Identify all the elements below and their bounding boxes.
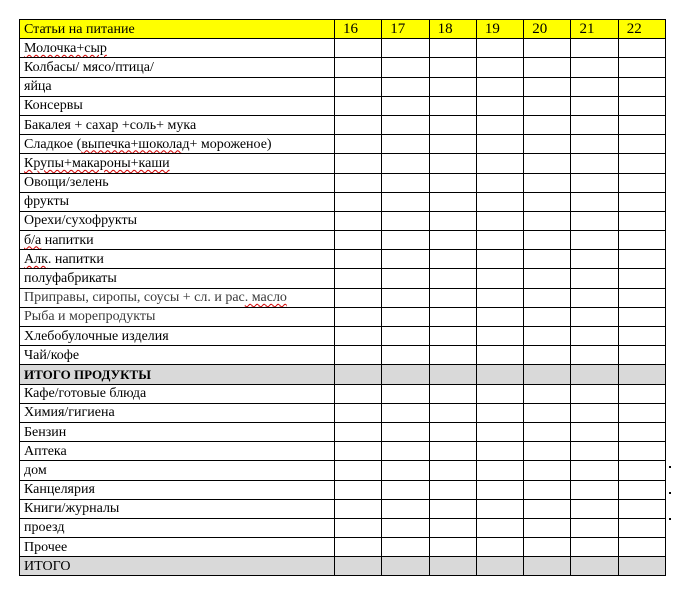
day-cell[interactable] — [429, 154, 476, 173]
row-label-text: . напитки — [47, 251, 104, 267]
table-row — [20, 250, 666, 269]
table-row — [20, 499, 666, 518]
day-cell[interactable] — [429, 211, 476, 230]
row-label[interactable] — [20, 557, 335, 576]
day-cell[interactable] — [335, 442, 382, 461]
row-label-text: напитки — [41, 232, 94, 248]
day-cell[interactable] — [335, 499, 382, 518]
day-cell[interactable] — [382, 39, 429, 58]
day-cell[interactable] — [335, 346, 382, 365]
day-cell[interactable] — [476, 211, 523, 230]
day-cell[interactable] — [476, 39, 523, 58]
table-row — [20, 365, 666, 384]
day-cell[interactable] — [618, 518, 665, 537]
day-cell[interactable] — [335, 327, 382, 346]
table-row — [20, 154, 666, 173]
day-cell[interactable] — [476, 538, 523, 557]
row-label[interactable] — [20, 403, 335, 422]
table-row — [20, 442, 666, 461]
row-label-text: Крупы+макароны+каши — [24, 155, 170, 171]
day-cell[interactable] — [476, 250, 523, 269]
day-cell[interactable] — [335, 518, 382, 537]
day-cell[interactable] — [524, 192, 571, 211]
day-cell[interactable] — [618, 403, 665, 422]
day-cell[interactable] — [335, 403, 382, 422]
day-cell[interactable] — [382, 538, 429, 557]
day-cell[interactable] — [618, 480, 665, 499]
day-cell[interactable] — [335, 58, 382, 77]
margin-mark — [669, 492, 671, 494]
day-cell[interactable] — [335, 231, 382, 250]
day-cell[interactable] — [524, 77, 571, 96]
day-cell[interactable] — [618, 173, 665, 192]
day-cell[interactable] — [429, 58, 476, 77]
margin-mark — [669, 518, 671, 520]
day-cell[interactable] — [476, 231, 523, 250]
day-cell[interactable] — [382, 211, 429, 230]
day-cell[interactable] — [382, 250, 429, 269]
table-row — [20, 192, 666, 211]
row-label[interactable] — [20, 384, 335, 403]
row-label-text: Химия/гигиена — [24, 405, 115, 421]
day-cell[interactable] — [335, 96, 382, 115]
day-cell[interactable] — [335, 192, 382, 211]
row-label[interactable] — [20, 250, 335, 269]
row-label[interactable] — [20, 480, 335, 499]
day-cell[interactable] — [382, 173, 429, 192]
table-row — [20, 135, 666, 154]
day-cell[interactable] — [618, 211, 665, 230]
day-cell[interactable] — [571, 557, 618, 576]
day-cell[interactable] — [476, 269, 523, 288]
day-cell[interactable] — [476, 422, 523, 441]
day-cell[interactable] — [429, 384, 476, 403]
day-cell[interactable] — [524, 499, 571, 518]
day-cell[interactable] — [429, 461, 476, 480]
day-cell[interactable] — [382, 346, 429, 365]
day-cell[interactable] — [618, 96, 665, 115]
day-cell[interactable] — [476, 288, 523, 307]
day-cell[interactable] — [524, 173, 571, 192]
day-cell[interactable] — [382, 403, 429, 422]
day-header[interactable]: 19 — [476, 20, 523, 39]
table-row — [20, 77, 666, 96]
row-label-text: Прочее — [24, 539, 68, 555]
day-cell[interactable] — [524, 231, 571, 250]
row-label[interactable] — [20, 58, 335, 77]
row-label-text: полуфабрикаты — [24, 271, 117, 287]
day-cell[interactable] — [571, 480, 618, 499]
day-cell[interactable] — [618, 288, 665, 307]
row-label-text: Чай/кофе — [24, 347, 80, 363]
day-cell[interactable] — [571, 346, 618, 365]
day-cell[interactable] — [618, 58, 665, 77]
day-cell[interactable] — [476, 442, 523, 461]
day-cell[interactable] — [382, 192, 429, 211]
day-cell[interactable] — [335, 557, 382, 576]
day-header[interactable]: 21 — [571, 20, 618, 39]
header-label[interactable]: Статьи на питание — [20, 20, 335, 39]
day-cell[interactable] — [524, 518, 571, 537]
day-cell[interactable] — [429, 327, 476, 346]
day-cell[interactable] — [618, 77, 665, 96]
day-cell[interactable] — [618, 231, 665, 250]
row-label-text: Колбасы/ мясо/птица/ — [24, 59, 154, 75]
day-cell[interactable] — [618, 384, 665, 403]
day-cell[interactable] — [476, 96, 523, 115]
day-cell[interactable] — [335, 384, 382, 403]
row-label-text: яйца — [24, 79, 52, 95]
day-cell[interactable] — [476, 461, 523, 480]
table-row — [20, 422, 666, 441]
day-cell[interactable] — [524, 135, 571, 154]
table-row — [20, 538, 666, 557]
row-label[interactable] — [20, 346, 335, 365]
day-cell[interactable] — [524, 39, 571, 58]
row-label[interactable] — [20, 96, 335, 115]
table-row — [20, 461, 666, 480]
day-cell[interactable] — [618, 154, 665, 173]
row-label-text: Канцелярия — [24, 482, 95, 498]
day-cell[interactable] — [618, 538, 665, 557]
day-cell[interactable] — [429, 96, 476, 115]
day-cell[interactable] — [476, 173, 523, 192]
day-cell[interactable] — [335, 288, 382, 307]
day-cell[interactable] — [335, 307, 382, 326]
row-label[interactable] — [20, 538, 335, 557]
day-cell[interactable] — [476, 77, 523, 96]
day-header[interactable]: 16 — [335, 20, 382, 39]
day-cell[interactable] — [524, 269, 571, 288]
row-label-text: ИТОГО — [24, 558, 71, 574]
day-cell[interactable] — [382, 135, 429, 154]
day-cell[interactable] — [382, 480, 429, 499]
row-label-text: Книги/журналы — [24, 501, 120, 517]
day-cell[interactable] — [524, 327, 571, 346]
day-cell[interactable] — [382, 461, 429, 480]
day-cell[interactable] — [476, 327, 523, 346]
day-cell[interactable] — [524, 154, 571, 173]
day-cell[interactable] — [429, 231, 476, 250]
day-cell[interactable] — [571, 231, 618, 250]
day-cell[interactable] — [429, 403, 476, 422]
day-cell[interactable] — [382, 422, 429, 441]
row-label-text: фрукты — [24, 194, 70, 210]
row-label[interactable] — [20, 77, 335, 96]
row-label-text: + мороженое) — [189, 136, 272, 152]
row-label[interactable] — [20, 442, 335, 461]
row-label-text: Аптека — [24, 443, 67, 459]
table-body — [20, 39, 666, 576]
day-cell[interactable] — [382, 288, 429, 307]
day-cell[interactable] — [335, 250, 382, 269]
day-cell[interactable] — [429, 173, 476, 192]
day-cell[interactable] — [618, 346, 665, 365]
day-cell[interactable] — [382, 307, 429, 326]
day-cell[interactable] — [429, 499, 476, 518]
day-cell[interactable] — [571, 211, 618, 230]
table-row — [20, 96, 666, 115]
row-label[interactable] — [20, 192, 335, 211]
day-cell[interactable] — [476, 365, 523, 384]
day-cell[interactable] — [571, 538, 618, 557]
day-cell[interactable] — [571, 96, 618, 115]
day-cell[interactable] — [571, 518, 618, 537]
row-label[interactable] — [20, 173, 335, 192]
row-label[interactable] — [20, 307, 335, 326]
day-cell[interactable] — [571, 77, 618, 96]
row-label-text: б/а — [24, 232, 42, 248]
table-row — [20, 173, 666, 192]
day-cell[interactable] — [571, 269, 618, 288]
day-cell[interactable] — [571, 115, 618, 134]
day-cell[interactable] — [476, 557, 523, 576]
row-label[interactable] — [20, 135, 335, 154]
day-cell[interactable] — [429, 288, 476, 307]
row-label[interactable] — [20, 288, 335, 307]
table-row — [20, 231, 666, 250]
day-cell[interactable] — [571, 192, 618, 211]
day-cell[interactable] — [429, 115, 476, 134]
day-cell[interactable] — [382, 154, 429, 173]
day-cell[interactable] — [382, 96, 429, 115]
day-cell[interactable] — [382, 115, 429, 134]
day-cell[interactable] — [382, 384, 429, 403]
day-cell[interactable] — [476, 518, 523, 537]
row-label-text: дом — [24, 462, 47, 478]
budget-table — [19, 19, 666, 576]
day-cell[interactable] — [571, 307, 618, 326]
row-label[interactable] — [20, 269, 335, 288]
day-cell[interactable] — [382, 518, 429, 537]
day-cell[interactable] — [571, 288, 618, 307]
row-label-text: Хлебобулочные изделия — [24, 328, 169, 344]
day-cell[interactable] — [476, 480, 523, 499]
row-label-text: Овощи/зелень — [24, 175, 109, 191]
row-label[interactable] — [20, 461, 335, 480]
day-cell[interactable] — [429, 442, 476, 461]
table-row — [20, 403, 666, 422]
day-cell[interactable] — [335, 480, 382, 499]
margin-mark — [669, 466, 671, 468]
table-row — [20, 115, 666, 134]
day-cell[interactable] — [618, 269, 665, 288]
day-cell[interactable] — [571, 173, 618, 192]
day-cell[interactable] — [382, 269, 429, 288]
day-cell[interactable] — [429, 39, 476, 58]
row-label[interactable] — [20, 422, 335, 441]
day-cell[interactable] — [524, 58, 571, 77]
day-cell[interactable] — [335, 269, 382, 288]
day-cell[interactable] — [524, 346, 571, 365]
day-cell[interactable] — [571, 422, 618, 441]
row-label[interactable] — [20, 518, 335, 537]
day-cell[interactable] — [618, 39, 665, 58]
day-cell[interactable] — [618, 115, 665, 134]
day-cell[interactable] — [335, 211, 382, 230]
day-cell[interactable] — [429, 269, 476, 288]
day-cell[interactable] — [571, 58, 618, 77]
row-label[interactable] — [20, 327, 335, 346]
day-cell[interactable] — [382, 231, 429, 250]
day-cell[interactable] — [335, 154, 382, 173]
day-cell[interactable] — [618, 192, 665, 211]
day-cell[interactable] — [382, 499, 429, 518]
day-cell[interactable] — [571, 499, 618, 518]
table-row — [20, 384, 666, 403]
day-cell[interactable] — [571, 442, 618, 461]
row-label-text: Консервы — [24, 98, 83, 114]
day-cell[interactable] — [429, 422, 476, 441]
day-cell[interactable] — [429, 518, 476, 537]
day-cell[interactable] — [476, 154, 523, 173]
day-cell[interactable] — [429, 192, 476, 211]
day-cell[interactable] — [335, 77, 382, 96]
day-cell[interactable] — [335, 461, 382, 480]
day-cell[interactable] — [429, 365, 476, 384]
day-cell[interactable] — [476, 192, 523, 211]
row-label-text: выпечка+шоколад — [81, 136, 190, 152]
row-label[interactable] — [20, 211, 335, 230]
row-label-text: Алк — [24, 251, 48, 267]
day-cell[interactable] — [476, 403, 523, 422]
day-cell[interactable] — [335, 135, 382, 154]
day-cell[interactable] — [476, 384, 523, 403]
day-cell[interactable] — [429, 480, 476, 499]
day-header[interactable]: 17 — [382, 20, 429, 39]
row-label-text: Приправы, сиропы, соусы + сл. и рас — [24, 290, 245, 306]
day-cell[interactable] — [429, 307, 476, 326]
table-row — [20, 269, 666, 288]
day-cell[interactable] — [571, 403, 618, 422]
row-label[interactable] — [20, 39, 335, 58]
day-cell[interactable] — [382, 557, 429, 576]
day-cell[interactable] — [476, 58, 523, 77]
row-label-text: Бакалея + сахар +соль+ мука — [24, 117, 197, 133]
table-row — [20, 288, 666, 307]
header-row — [20, 20, 666, 39]
day-cell[interactable] — [429, 346, 476, 365]
day-cell[interactable] — [429, 538, 476, 557]
row-label[interactable] — [20, 231, 335, 250]
day-cell[interactable] — [476, 346, 523, 365]
day-header[interactable]: 20 — [524, 20, 571, 39]
day-cell[interactable] — [618, 422, 665, 441]
table-row — [20, 327, 666, 346]
day-cell[interactable] — [618, 307, 665, 326]
day-cell[interactable] — [476, 115, 523, 134]
row-label[interactable] — [20, 365, 335, 384]
day-cell[interactable] — [429, 77, 476, 96]
day-cell[interactable] — [524, 384, 571, 403]
day-cell[interactable] — [618, 365, 665, 384]
day-cell[interactable] — [618, 327, 665, 346]
day-cell[interactable] — [524, 557, 571, 576]
day-cell[interactable] — [524, 422, 571, 441]
day-cell[interactable] — [524, 442, 571, 461]
day-cell[interactable] — [618, 461, 665, 480]
day-cell[interactable] — [571, 461, 618, 480]
day-cell[interactable] — [429, 557, 476, 576]
row-label-text: Бензин — [24, 424, 67, 440]
table-row — [20, 346, 666, 365]
day-cell[interactable] — [335, 538, 382, 557]
table-row — [20, 58, 666, 77]
day-cell[interactable] — [335, 115, 382, 134]
row-label-text: проезд — [24, 520, 65, 536]
day-cell[interactable] — [524, 365, 571, 384]
day-cell[interactable] — [524, 288, 571, 307]
day-cell[interactable] — [571, 250, 618, 269]
day-cell[interactable] — [382, 442, 429, 461]
day-cell[interactable] — [524, 403, 571, 422]
day-cell[interactable] — [524, 461, 571, 480]
day-cell[interactable] — [571, 154, 618, 173]
day-cell[interactable] — [335, 39, 382, 58]
day-cell[interactable] — [429, 135, 476, 154]
day-cell[interactable] — [382, 77, 429, 96]
day-cell[interactable] — [571, 327, 618, 346]
row-label[interactable] — [20, 154, 335, 173]
row-label-text: ИТОГО ПРОДУКТЫ — [24, 366, 151, 382]
day-cell[interactable] — [571, 39, 618, 58]
day-cell[interactable] — [524, 115, 571, 134]
row-label-text: . масло — [244, 290, 287, 306]
day-cell[interactable] — [382, 327, 429, 346]
day-cell[interactable] — [618, 250, 665, 269]
day-cell[interactable] — [618, 557, 665, 576]
day-cell[interactable] — [618, 499, 665, 518]
day-cell[interactable] — [524, 96, 571, 115]
day-cell[interactable] — [382, 58, 429, 77]
row-label-text: Сладкое ( — [24, 136, 82, 152]
day-cell[interactable] — [571, 384, 618, 403]
day-cell[interactable] — [335, 422, 382, 441]
day-cell[interactable] — [524, 307, 571, 326]
row-label[interactable] — [20, 115, 335, 134]
day-cell[interactable] — [524, 480, 571, 499]
day-header[interactable]: 18 — [429, 20, 476, 39]
row-label-text: Орехи/сухофрукты — [24, 213, 138, 229]
day-cell[interactable] — [476, 135, 523, 154]
day-cell[interactable] — [524, 211, 571, 230]
day-cell[interactable] — [524, 538, 571, 557]
row-label-text: Рыба и морепродукты — [24, 309, 156, 325]
day-cell[interactable] — [429, 250, 476, 269]
day-cell[interactable] — [524, 250, 571, 269]
table-row — [20, 39, 666, 58]
row-label[interactable] — [20, 499, 335, 518]
row-label-text: Молочка+сыр — [24, 40, 107, 56]
table-row — [20, 480, 666, 499]
day-cell[interactable] — [335, 365, 382, 384]
day-cell[interactable] — [618, 135, 665, 154]
day-cell[interactable] — [571, 135, 618, 154]
table-row — [20, 557, 666, 576]
table-row — [20, 211, 666, 230]
day-cell[interactable] — [476, 307, 523, 326]
day-cell[interactable] — [335, 173, 382, 192]
row-label-text: Кафе/готовые блюда — [24, 386, 147, 402]
day-cell[interactable] — [382, 365, 429, 384]
day-header[interactable]: 22 — [618, 20, 665, 39]
table-row — [20, 518, 666, 537]
day-cell[interactable] — [571, 365, 618, 384]
day-cell[interactable] — [476, 499, 523, 518]
table-row — [20, 307, 666, 326]
day-cell[interactable] — [618, 442, 665, 461]
